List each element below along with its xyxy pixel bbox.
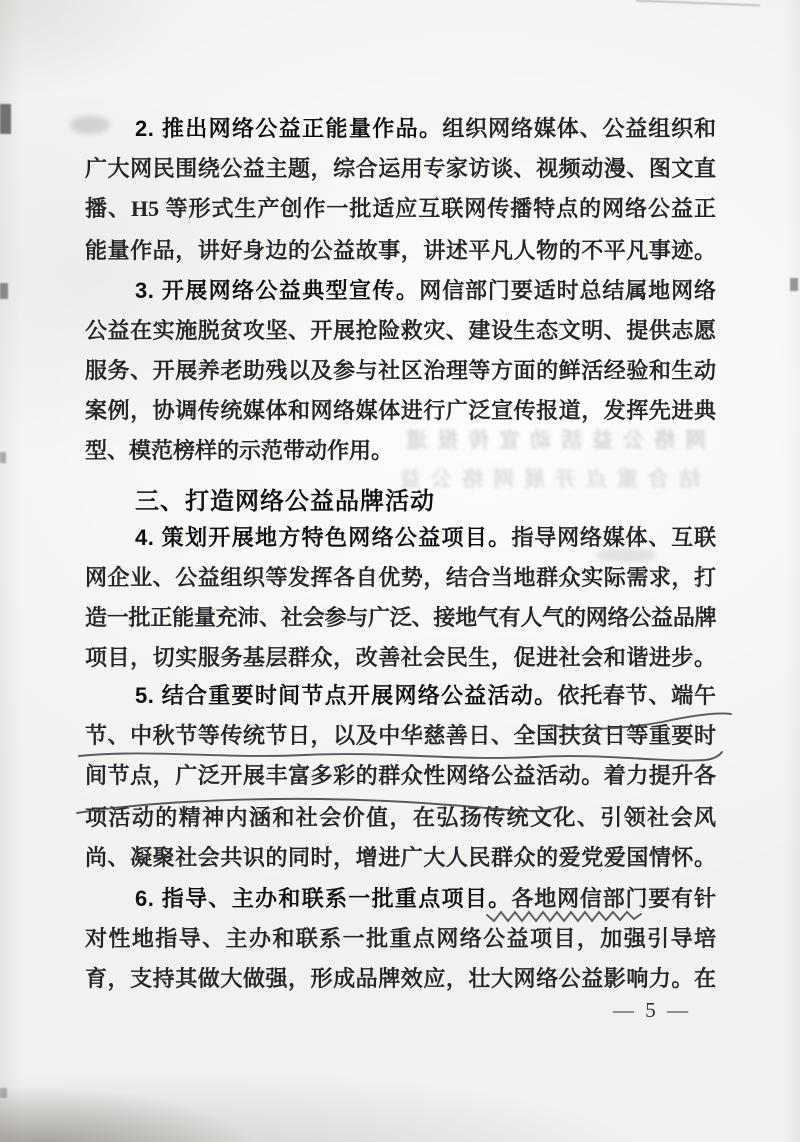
paragraph-5 [85, 676, 716, 878]
bleedthrough-text: 网络公益活动宣传报道 [396, 429, 706, 452]
edge-ink-speck [0, 283, 8, 299]
text-line: 播、H5 等形式生产创作一批适应互联网传播特点的网络公益正 [85, 196, 716, 221]
edge-ink-speck [0, 452, 6, 463]
text-line: 育，支持其做大做强，形成品牌效应，壮大网络公益影响力。在 [85, 966, 716, 991]
text-line [85, 676, 716, 716]
text-line: 服务、开展养老助残以及参与社区治理等方面的鲜活经验和生动 [85, 358, 716, 383]
text-line: 项目，切实服务基层群众，改善社会民生，促进社会和谐进步。 [85, 645, 716, 670]
text-line: 节、中秋节等传统节日，以及中华慈善日、全国扶贫日等重要时 [85, 723, 716, 748]
edge-ink-speck [790, 278, 798, 291]
text-line: 尚、凝聚社会共识的同时，增进广大人民群众的爱党爱国情怀。 [85, 845, 716, 870]
paragraph-4 [85, 518, 716, 678]
text-run: 网信部门要适时总结属地网络 [419, 278, 716, 303]
text-run: 依托春节、端午 [557, 683, 716, 708]
text-line [85, 109, 716, 149]
text-line: 网企业、公益组织等发挥各自优势，结合当地群众实际需求，打 [85, 565, 716, 590]
bleedthrough-text: 结合重点开展网络公益 [390, 468, 700, 491]
text-line: 案例，协调传统媒体和网络媒体进行广泛宣传报道，发挥先进典 [85, 398, 716, 423]
text-run: 指导网络媒体、互联 [511, 525, 716, 550]
text-run: 各地网信部门要有针 [511, 886, 716, 911]
text-run: 组织网络媒体、公益组织和 [442, 116, 716, 141]
text-line: 造一批正能量充沛、社会参与广泛、接地气有人气的网络公益品牌 [85, 605, 716, 630]
text-line: 型、模范榜样的示范带动作用。 [85, 438, 394, 463]
edge-ink-speck [0, 1088, 7, 1098]
edge-ink-speck [0, 104, 11, 134]
paragraph-2 [85, 109, 716, 271]
item-lead-bold: 5. 结合重要时间节点开展网络公益活动。 [135, 683, 558, 708]
section-heading: 三、打造网络公益品牌活动 [135, 488, 435, 515]
text-line: 能量作品，讲好身边的公益故事，讲述平凡人物的不平凡事迹。 [85, 238, 716, 263]
item-lead-bold: 3. 开展网络公益典型宣传。 [135, 278, 420, 303]
text-line: 对性地指导、主办和联系一批重点网络公益项目，加强引导培 [85, 926, 716, 951]
text-line: 公益在实施脱贫攻坚、开展抢险救灾、建设生态文明、提供志愿 [85, 318, 716, 343]
item-lead-bold: 4. 策划开展地方特色网络公益项目。 [135, 525, 512, 550]
text-line: 间节点，广泛开展丰富多彩的群众性网络公益活动。着力提升各 [85, 763, 716, 788]
scan-artifact-line [636, 0, 760, 6]
text-line [85, 518, 716, 558]
item-lead-bold: 2. 推出网络公益正能量作品。 [135, 116, 443, 141]
text-line: 项活动的精神内涵和社会价值，在弘扬传统文化、引领社会风 [85, 805, 716, 830]
text-line [85, 879, 716, 919]
item-lead-bold: 6. 指导、主办和联系一批重点项目。 [135, 886, 512, 911]
page-number: — 5 — [613, 998, 691, 1022]
paragraph-3 [85, 271, 716, 471]
text-line [85, 271, 716, 311]
paragraph-6 [85, 879, 716, 999]
text-line: 广大网民围绕公益主题，综合运用专家访谈、视频动漫、图文直 [85, 156, 716, 181]
